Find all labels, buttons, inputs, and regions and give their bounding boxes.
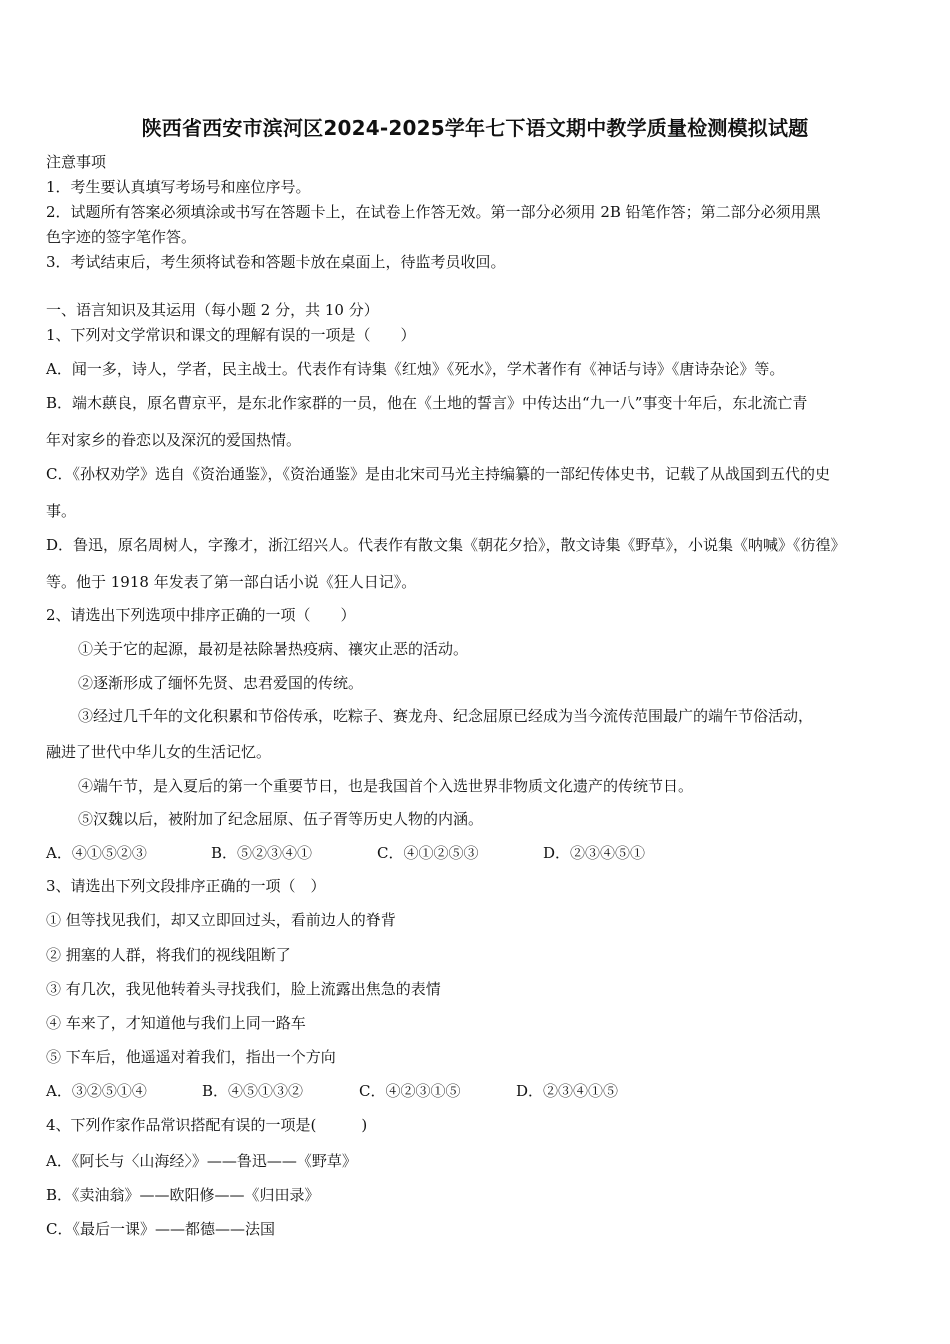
answer-options	[46, 1081, 618, 1101]
sentence: ② 拥塞的人群，将我们的视线阻断了	[46, 946, 291, 964]
notice-item: 1．考生要认真填写考场号和座位序号。	[46, 178, 311, 196]
notice-item: 2．试题所有答案必须填涂或书写在答题卡上，在试卷上作答无效。第一部分必须用 2B 铅笔作答；第二部分必须用黑	[46, 203, 821, 221]
answer-options	[46, 843, 645, 863]
option-d: D．②③④⑤①	[543, 844, 646, 862]
sentence: ①关于它的起源，最初是祛除暑热疫病、禳灾止恶的活动。	[78, 640, 469, 658]
section-heading: 一、语言知识及其运用（每小题 2 分，共 10 分）	[46, 301, 379, 319]
option-b: B．⑤②③④①	[211, 844, 313, 862]
sentence-cont: 融进了世代中华儿女的生活记忆。	[46, 743, 272, 761]
question-option-cont: 事。	[46, 502, 77, 520]
sentence: ④端午节，是入夏后的第一个重要节日，也是我国首个入选世界非物质文化遗产的传统节日。	[78, 777, 694, 795]
question-option: A．闻一多，诗人，学者，民主战士。代表作有诗集《红烛》《死水》，学术著作有《神话与诗》《唐诗杂论》等。	[46, 360, 785, 378]
notice-heading: 注意事项	[46, 153, 107, 171]
question-option: B．《卖油翁》——欧阳修——《归田录》	[46, 1186, 320, 1204]
question-stem: 2、请选出下列选项中排序正确的一项（ ）	[46, 606, 356, 624]
option-a: A．③②⑤①④	[46, 1082, 147, 1100]
question-stem: 3、请选出下列文段排序正确的一项（ ）	[46, 877, 326, 895]
question-option: B．端木蕻良，原名曹京平，是东北作家群的一员，他在《土地的誓言》中传达出“九一八”事变十年后，东北流亡青	[46, 394, 808, 412]
sentence: ④ 车来了，才知道他与我们上同一路车	[46, 1014, 306, 1032]
question-stem: 1、下列对文学常识和课文的理解有误的一项是（ ）	[46, 326, 416, 344]
option-c: C．④②③①⑤	[359, 1082, 461, 1100]
option-b: B．④⑤①③②	[202, 1082, 304, 1100]
question-stem: 4、下列作家作品常识搭配有误的一项是( )	[46, 1116, 368, 1134]
sentence: ②逐渐形成了缅怀先贤、忠君爱国的传统。	[78, 674, 364, 692]
sentence: ⑤ 下车后，他遥遥对着我们，指出一个方向	[46, 1048, 336, 1066]
option-d: D．②③④①⑤	[516, 1082, 619, 1100]
question-option-cont: 等。他于 1918 年发表了第一部白话小说《狂人日记》。	[46, 573, 417, 591]
sentence: ⑤汉魏以后，被附加了纪念屈原、伍子胥等历史人物的内涵。	[78, 810, 484, 828]
sentence: ③ 有几次，我见他转着头寻找我们，脸上流露出焦急的表情	[46, 980, 441, 998]
question-option: D．鲁迅，原名周树人，字豫才，浙江绍兴人。代表作有散文集《朝花夕拾》，散文诗集《野草》，小说集《呐喊》《彷徨》	[46, 536, 846, 554]
sentence: ① 但等找见我们，却又立即回过头，看前边人的脊背	[46, 911, 396, 929]
option-a: A．④①⑤②③	[46, 844, 147, 862]
notice-item: 3．考试结束后，考生须将试卷和答题卡放在桌面上，待监考员收回。	[46, 253, 506, 271]
question-option-cont: 年对家乡的眷恋以及深沉的爱国热情。	[46, 431, 302, 449]
notice-item: 色字迹的签字笔作答。	[46, 228, 197, 246]
question-option: C．《最后一课》——都德——法国	[46, 1220, 275, 1238]
option-c: C．④①②⑤③	[377, 844, 479, 862]
question-option: A．《阿长与〈山海经〉》——鲁迅——《野草》	[46, 1152, 357, 1170]
question-option: C．《孙权劝学》选自《资治通鉴》，《资治通鉴》是由北宋司马光主持编纂的一部纪传体史书，记载了从战国到五代的史	[46, 465, 830, 483]
sentence: ③经过几千年的文化积累和节俗传承，吃粽子、赛龙舟、纪念屈原已经成为当今流传范围最广的端午节俗活动，	[78, 707, 814, 725]
page-title: 陕西省西安市滨河区2024-2025学年七下语文期中教学质量检测模拟试题	[141, 116, 809, 140]
